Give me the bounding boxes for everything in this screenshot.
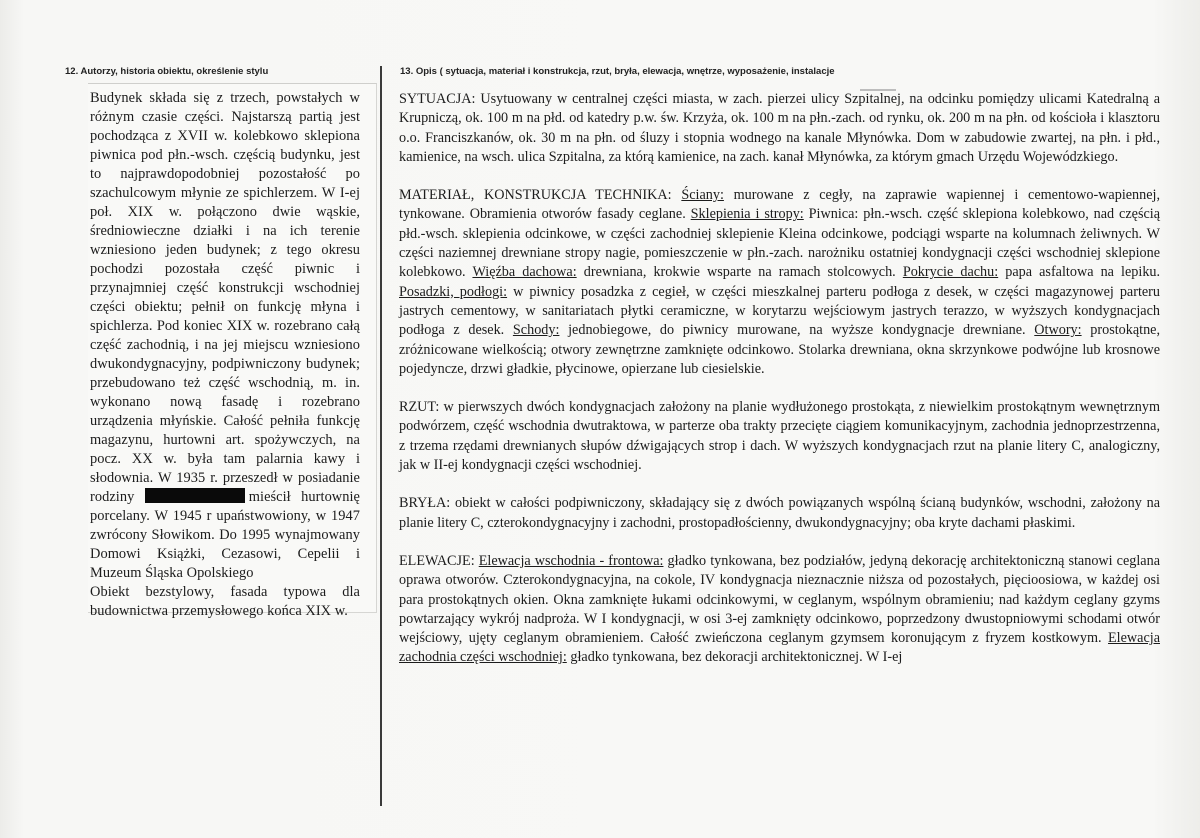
wiezba-label: Więźba dachowa:	[472, 264, 577, 281]
pokrycie-label: Pokrycie dachu:	[902, 264, 999, 281]
sklepienia-label: Sklepienia i stropy:	[690, 206, 804, 223]
schody-text: jednobiegowe, do piwnicy murowane, na wyższe kondygnacje drewniane.	[568, 322, 1026, 339]
otwory-text: prostokątne, zróżnicowane wielkością; otwory zewnętrzne zamknięte odcinkowo. Stolarka drewniana, okna skrzynkowe podwójne lub krosnowe pojedyncze, drzwi gładkie, płycinowe, opierzane lub ciesielskie.	[399, 322, 1161, 377]
sklepienia-text: Piwnica: płn.-wsch. część sklepiona kolebkowo, nad częścią płd.-wsch. sklepienia odcinkowe, w części zachodniej sklepienie Kleina odcinkowe, podciągi wsparte na kolumnach żeliwnych. W części naziemnej drewniane stropy nagie, pomieszczenie w płn.-zach. narożniku ostatniej kondygnacji części wschodniej sklepione kolebkowo.	[399, 206, 1161, 281]
rzut-paragraph: RZUT: w pierwszych dwóch kondygnacjach założony na planie wydłużonego prostokąta, z niewielkim prostokątnym wewnętrznym podwórzem, część wschodnia dwutraktowa, w parterze oba trakty przecięte ciągiem komunikacyjnym, zachodnia jednoprzestrzenna, z trzema rzędami drewnianych słupów dźwigających strop i dach. W wyższych kondygnacjach rzut na planie litery C, analogiczny, jak w II-ej kondygnacji części wschodniej.	[399, 399, 1160, 474]
sciany-label: Ściany:	[681, 187, 724, 204]
history-text	[90, 89, 360, 621]
description-text	[399, 90, 1160, 687]
posadzki-text: w piwnicy posadzka z cegieł, w części mieszkalnej parteru podłoga z desek, w części magazynowej parteru jastrych cementowy, w sanitariatach płytki ceramiczne, w korytarzu wejściowym jastrych terazzo, w wyższych kondygnacjach podłoga z desek.	[399, 283, 1161, 339]
elewacje-lead: ELEWACJE:	[399, 552, 475, 569]
sytuacja-paragraph: SYTUACJA: Usytuowany w centralnej części miasta, w zach. pierzei ulicy Szpitalnej, na odcinku pomiędzy ulicami Katedralną a Krupniczą, ok. 100 m na płd. od katedry p.w. św. Krzyża, ok. 100 m na płn.-zach. od rynku, ok. 200 m na płn. od kościoła i klasztoru o.o. Franciszkanów, ok. 30 m na płn. od śluzy i stopnia wodnego na kanale Młynówka. Dom w zabudowie zwartej, na płn. i płd., kamienice, na wsch. ulica Szpitalna, za którą kamienice, na zach. kanał Młynówka, za którym gmach Urzędu Wojewódzkiego.	[399, 91, 1160, 165]
pokrycie-text: papa asfaltowa na lepiku.	[1005, 264, 1161, 281]
elewacja-zachodnia-text: gładko tynkowana, bez dekoracji architektonicznej. W I-ej	[570, 649, 903, 666]
history-paragraph-part2: mieścił hurtownię porcelany. W 1945 r upaństwowiony, w 1947 zwrócony Słowikom. Do 1995 wynajmowany Domowi Książki, Cezasowi, Cepelii i Muzeum Śląska Opolskiego	[90, 489, 360, 581]
style-paragraph: Obiekt bezstylowy, fasada typowa dla budownictwa przemysłowego końca XIX w.	[90, 584, 360, 619]
redaction-block	[145, 488, 245, 503]
elewacja-zachodnia-label: Elewacja zachodnia części wschodniej:	[399, 630, 1160, 666]
wiezba-text: drewniana, krokwie wsparte na ramach stolcowych.	[583, 264, 896, 281]
posadzki-label: Posadzki, podłogi:	[399, 283, 508, 300]
history-paragraph	[90, 89, 360, 583]
schody-label: Schody:	[512, 322, 560, 339]
otwory-label: Otwory:	[1034, 322, 1082, 339]
material-lead: MATERIAŁ, KONSTRUKCJA TECHNIKA:	[399, 187, 672, 204]
history-paragraph-part1: Budynek składa się z trzech, powstałych w różnym czasie części. Najstarszą partią jest pochodząca z XVII w. kolebkowo sklepiona piwnica pod płn.-wsch. częścią budynku, jest to najprawdopodobniej pozostałość po szachulcowym młynie ze spichlerzem. W I-ej poł. XIX w. połączono dwie wąskie, średniowieczne działki i na ich terenie wzniesiono jeden budynek; z tego okresu pochodzi pozostała część piwnic i przynajmniej część konstrukcji wschodniej części obiektu; pełnił on funkcję młyna i spichlerza. Pod koniec XIX w. rozebrano całą część zachodnią, i na jej miejscu wzniesiono dwukondygnacyjny, podpiwniczony budynek; przebudowano też część wschodnią, m. in. wykonano nową fasadę i rozebrano urządzenia młyńskie. Całość pełniła funkcję magazynu, hurtowni art. spożywczych, na pocz. XX w. była tam palarnia kawy i słodownia. W 1935 r. przeszedł w posiadanie rodziny	[90, 90, 360, 505]
elewacje-paragraph	[399, 552, 1160, 668]
elewacja-wschodnia-label: Elewacja wschodnia - frontowa:	[478, 552, 664, 569]
sciany-text: murowane z cegły, na zaprawie wapiennej i cementowo-wapiennej, tynkowane. Obramienia otworów fasady ceglane.	[399, 187, 1161, 223]
column-divider	[380, 66, 382, 806]
bryla-paragraph: BRYŁA: obiekt w całości podpiwniczony, składający się z dwóch powiązanych wspólną ścianą budynków, wschodni, założony na planie litery C, czterokondygnacyjny i zachodni, prostopadłościenny, dwukondygnacyjny; oba kryte dachami płaskimi.	[399, 495, 1160, 531]
right-column	[398, 66, 1162, 77]
left-column	[65, 66, 379, 77]
elewacja-wschodnia-text: gładko tynkowana, bez podziałów, jedyną dekorację architektoniczną stanowi ceglana oprawa otworów. Czterokondygnacyjna, na cokole, IV kondygnacja nieznacznie niższa od pozostałych, pięcioosiowa, w każdej osi para prostokątnych okien. Okna zamknięte łukami odcinkowymi, w ceglanym, wspólnym obramieniu; nad każdym ceglany gzyms powtarzający wykrój nadproża. W I kondygnacji, w osi 3-ej zamknięty odcinkowo, poprzedzony dwustopniowymi schodami otwór wejściowy, ujęty ceglanym obramieniem. Całość zwieńczona ceglanym gzymsem koronującym z fryzem kostkowym.	[399, 552, 1160, 647]
section-12-heading: 12. Autorzy, historia obiektu, określenie stylu	[65, 66, 269, 77]
section-13-heading: 13. Opis ( sytuacja, materiał i konstrukcja, rzut, bryła, elewacja, wnętrze, wyposażenie, instalacje	[400, 66, 835, 77]
material-paragraph	[399, 186, 1160, 379]
